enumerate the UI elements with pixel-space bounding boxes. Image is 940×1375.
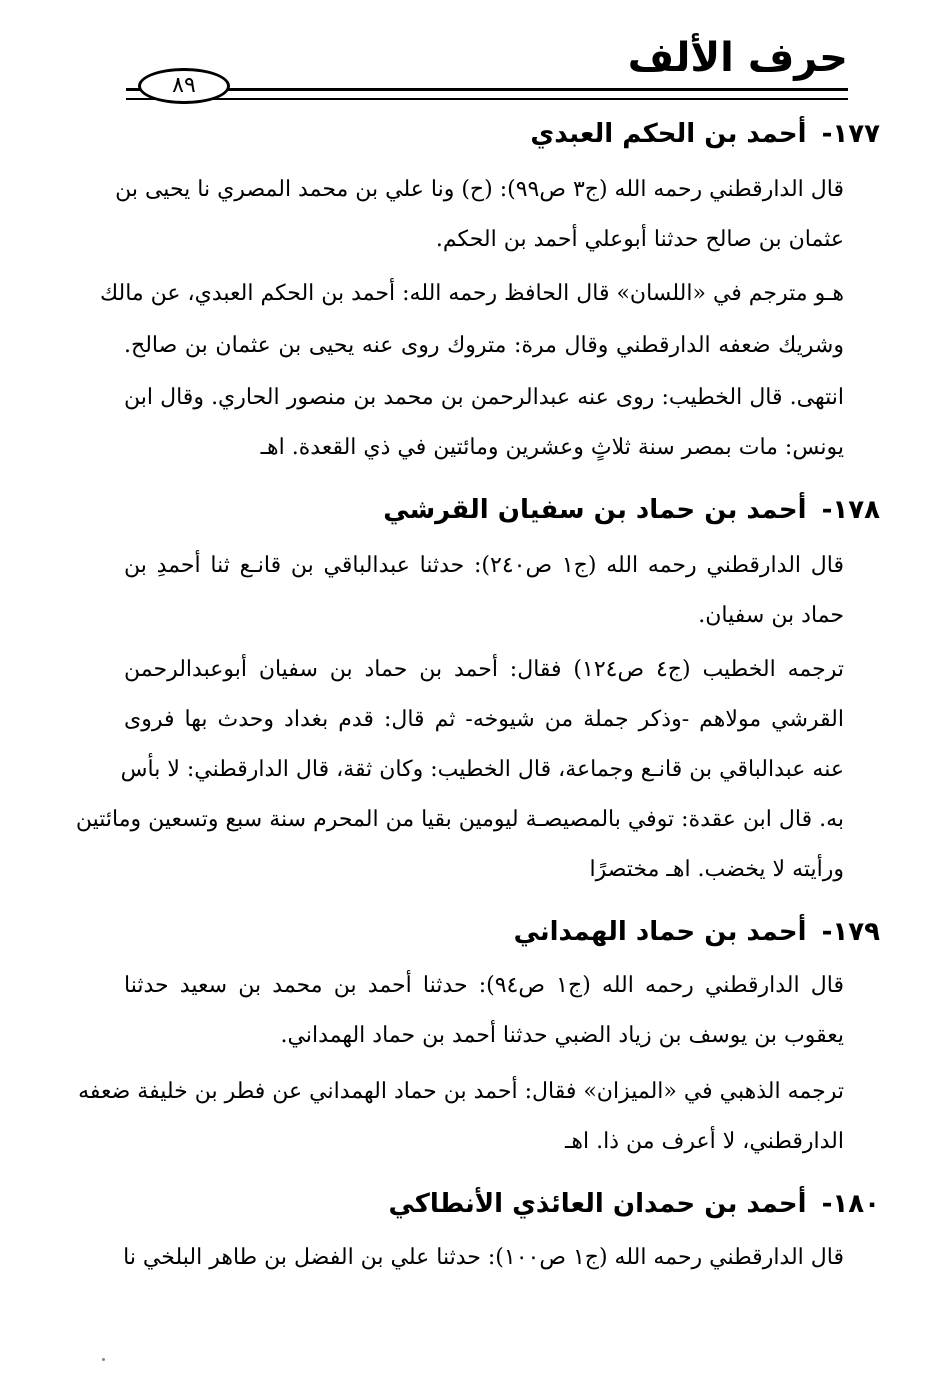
entry-heading-180 bbox=[389, 1184, 881, 1224]
text-line: القرشي مولاهم -وذكر جملة من شيوخه- ثم قال: قدم بغداد وحدث بها فروى bbox=[124, 707, 844, 732]
scan-speck bbox=[102, 1358, 105, 1361]
page-number: ٨٩ bbox=[138, 68, 230, 104]
entry-number: ١٨٠- bbox=[821, 1189, 880, 1219]
text-line: ترجمه الخطيب (ج٤ ص١٢٤) فقال: أحمد بن حماد بن سفيان أبوعبدالرحمن bbox=[124, 657, 845, 682]
entry-number: ١٧٩- bbox=[821, 917, 880, 947]
text-line: قال الدارقطني رحمه الله (ج٣ ص٩٩): (ح) ونا علي بن محمد المصري نا يحيى بن bbox=[115, 177, 844, 202]
entry-title: أحمد بن حماد الهمداني bbox=[513, 917, 807, 947]
text-line: هـو مترجم في «اللسان» قال الحافظ رحمه الله: أحمد بن الحكم العبدي، عن مالك bbox=[99, 281, 844, 306]
entry-title: أحمد بن حمدان العائذي الأنطاكي bbox=[388, 1189, 807, 1219]
entry-heading-177 bbox=[530, 114, 880, 154]
text-line: الدارقطني، لا أعرف من ذا. اهـ bbox=[564, 1129, 844, 1154]
text-line: ترجمه الذهبي في «الميزان» فقال: أحمد بن حماد الهمداني عن فطر بن خليفة ضعفه bbox=[78, 1079, 844, 1104]
header-rule bbox=[126, 88, 848, 100]
entry-title: أحمد بن الحكم العبدي bbox=[530, 119, 807, 149]
entry-heading-179 bbox=[514, 912, 880, 952]
text-line: حماد بن سفيان. bbox=[698, 603, 844, 628]
text-line: قال الدارقطني رحمه الله (ج١ ص١٠٠): حدثنا علي بن الفضل بن طاهر البلخي نا bbox=[123, 1245, 844, 1270]
text-line: انتهى. قال الخطيب: روى عنه عبدالرحمن بن محمد بن منصور الحاري. وقال ابن bbox=[124, 385, 844, 410]
page-header-title: حرف الألف bbox=[627, 35, 848, 81]
text-line: عنه عبدالباقي بن قانـع وجماعة، قال الخطيب: وكان ثقة، قال الدارقطني: لا بأس bbox=[120, 757, 844, 782]
text-line: يعقوب بن يوسف بن زياد الضبي حدثنا أحمد بن حماد الهمداني. bbox=[280, 1023, 844, 1048]
text-line: قال الدارقطني رحمه الله (ج١ ص٩٤): حدثنا أحمد بن محمد بن سعيد حدثنا bbox=[124, 973, 845, 998]
text-line: يونس: مات بمصر سنة ثلاثٍ وعشرين ومائتين في ذي القعدة. اهـ bbox=[260, 435, 844, 460]
text-line: وشريك ضعفه الدارقطني وقال مرة: متروك روى عنه يحيى بن عثمان بن صالح. bbox=[124, 333, 844, 358]
entry-number: ١٧٧- bbox=[821, 119, 880, 149]
text-line: به. قال ابن عقدة: توفي بالمصيصـة ليومين بقيا من المحرم سنة سبع وتسعين ومائتين bbox=[75, 807, 844, 832]
text-line: قال الدارقطني رحمه الله (ج١ ص٢٤٠): حدثنا عبدالباقي بن قانـع ثنا أحمدِ بن bbox=[124, 553, 844, 578]
entry-heading-178 bbox=[383, 490, 880, 530]
entry-number: ١٧٨- bbox=[821, 495, 880, 525]
text-line: عثمان بن صالح حدثنا أبوعلي أحمد بن الحكم. bbox=[435, 227, 844, 252]
entry-title: أحمد بن حماد بن سفيان القرشي bbox=[383, 495, 807, 525]
text-line: ورأيته لا يخضب. اهـ مختصرًا bbox=[589, 857, 844, 882]
